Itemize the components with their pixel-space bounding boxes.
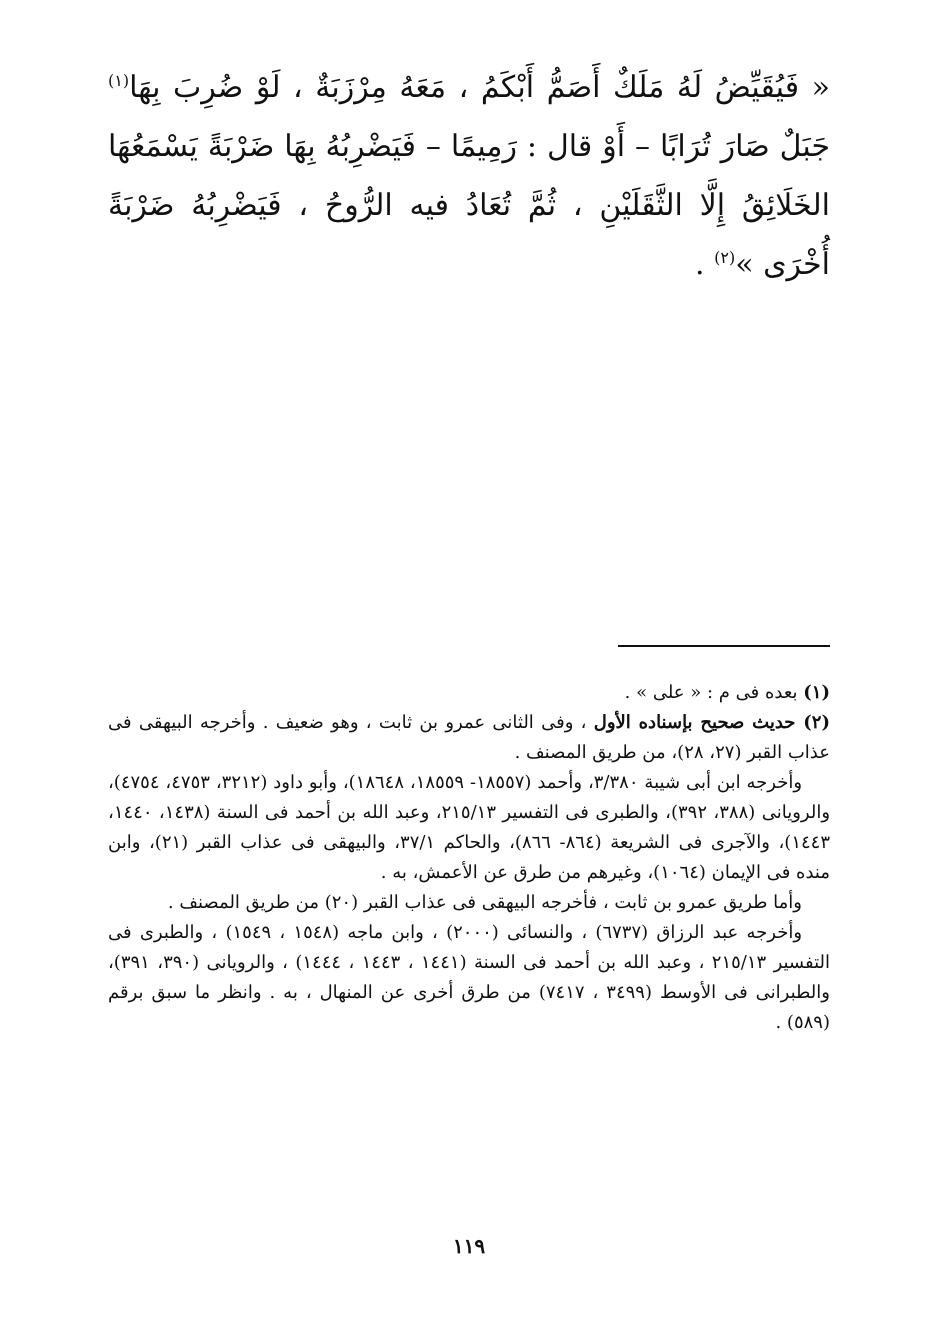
footnote-reference-2: (٢) — [714, 248, 736, 267]
hadith-paragraph — [108, 58, 830, 294]
footnote-2-text: ، وفى الثانى عمرو بن ثابت ، وهو ضعيف . وأخرجه البيهقى فى عذاب القبر (٢٧، ٢٨)، من طريق المصنف . — [108, 712, 830, 763]
footnote-2 — [108, 708, 830, 768]
hadith-text-part-3: . — [695, 247, 715, 282]
footnote-paragraph-takhrij: وأخرجه ابن أبى شيبة ٣/٣٨٠، وأحمد (١٨٥٥٧- ١٨٥٥٩، ١٨٦٤٨)، وأبو داود (٣٢١٢، ٤٧٥٣، ٤٧٥٤)، والرويانى (٣٨٨، ٣٩٢)، والطبرى فى التفسير ٢١٥/١٣، وعبد الله بن أحمد فى السنة (١٤٣٨، ١٤٤٠، ١٤٤٣)، والآجرى فى الشريعة (٨٦٤- ٨٦٦)، والحاكم ٣٧/١، والبيهقى فى عذاب القبر (٢١)، وابن منده فى الإيمان (١٠٦٤)، وغيرهم من طرق عن الأعمش، به . — [108, 772, 831, 883]
footnote-separator — [618, 645, 830, 647]
footnote-1-text: بعده فى م : « على » . — [624, 682, 804, 703]
footnotes — [108, 678, 830, 1038]
main-text — [108, 58, 830, 294]
hadith-text-part-2: جَبَلٌ صَارَ تُرَابًا – أَوْ قال : رَمِيمًا – فَيَضْرِبُهُ بِهَا ضَرْبَةً يَسْمَعُهَا الخَلَائِقُ إِلَّا الثَّقَلَيْنِ ، ثُمَّ تُعَادُ فيه الرُّوحُ ، فَيَضْرِبُهُ ضَرْبَةً أُخْرَى » — [108, 129, 830, 282]
footnote-paragraph-amr-route: وأما طريق عمرو بن ثابت ، فأخرجه البيهقى فى عذاب القبر (٢٠) من طريق المصنف . — [167, 892, 802, 913]
footnote-2-grading: حديث صحيح بإسناده الأول — [593, 712, 804, 733]
footnote-1 — [108, 678, 830, 708]
footnote-paragraph-other-routes: وأخرجه عبد الرزاق (٦٧٣٧) ، والنسائى (٢٠٠٠) ، وابن ماجه (١٥٤٨ ، ١٥٤٩) ، والطبرى فى التفسير ٢١٥/١٣ ، وعبد الله بن أحمد فى السنة (١٤٤١ ، ١٤٤٣ ، ١٤٤٤) ، والرويانى (٣٩٠، ٣٩١)، والطبرانى فى الأوسط (٣٤٩٩ ، ٧٤١٧) من طرق أخرى عن المنهال ، به . وانظر ما سبق برقم (٥٨٩) . — [108, 922, 831, 1033]
hadith-text-part-1: « فَيُقَيِّضُ لَهُ مَلَكٌ أَصَمُّ أَبْكَمُ ، مَعَهُ مِرْزَبَةٌ ، لَوْ ضُرِبَ بِهَا — [129, 70, 830, 105]
footnote-2-number: (٢) — [803, 712, 830, 733]
footnote-1-number: (١) — [803, 682, 830, 703]
page-number: ١١٩ — [452, 1234, 486, 1258]
footnote-reference-1: (١) — [108, 71, 130, 90]
